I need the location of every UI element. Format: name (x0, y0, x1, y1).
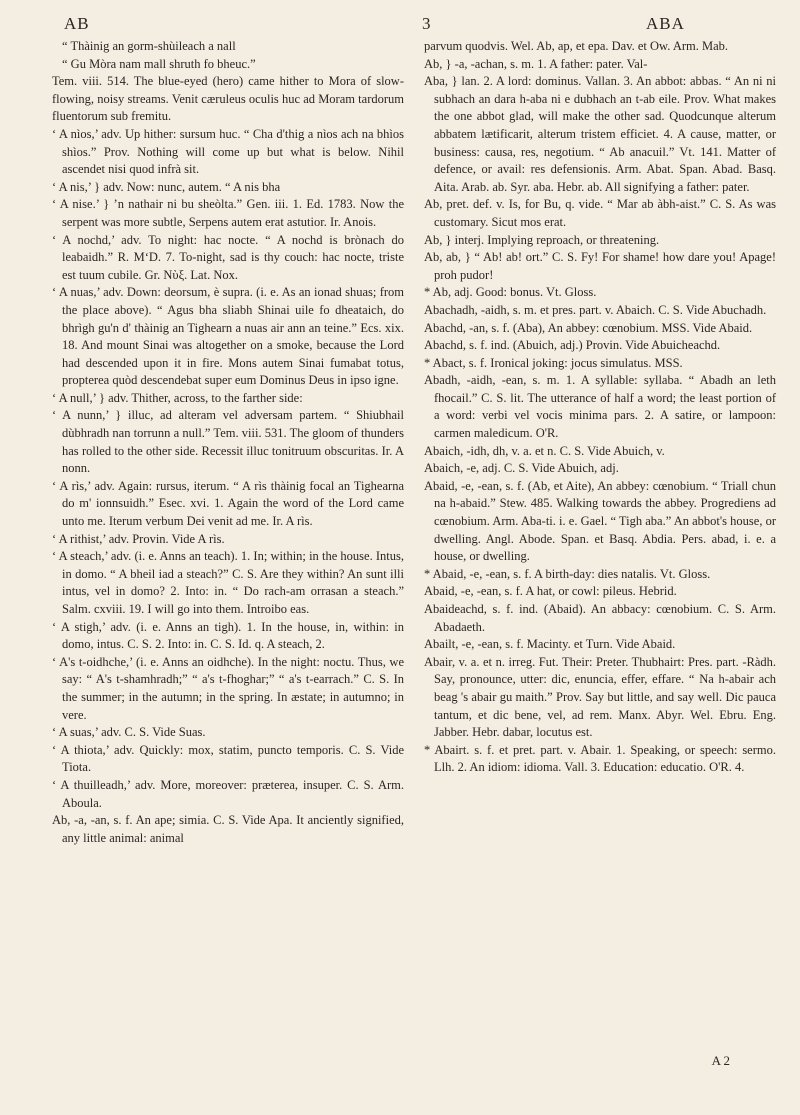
dictionary-entry: Abair, v. a. et n. irreg. Fut. Their: Preter. Thubhairt: Pres. part. -Ràdh. Say, pronounce, utter: dic, enuncia, effer, effare. “ Na h-abair ach beag 's abair gu maith.” Prov. Say but little, and say well. Dic pauca tantum, et dic bene, vel, ad rem. Manx. Abyr. Wel. Ebru. Eng. Jabber. Hebr. dabar, locutus est. (424, 654, 776, 740)
header-left: AB (64, 14, 90, 33)
dictionary-entry: ‘ A rithist,’ adv. Provin. Vide A rìs. (52, 531, 225, 546)
running-header (52, 10, 778, 38)
dictionary-entry: Tem. viii. 514. The blue-eyed (hero) came hither to Mora of slow-flowing, noisy streams. Venit cæruleus oculis huc ad Moram tardorum fluentorum sub fremitu. (52, 74, 404, 124)
dictionary-entry: Ab, } -a, -achan, s. m. 1. A father: pater. Val- (424, 56, 648, 71)
header-right: ABA (646, 14, 685, 33)
dictionary-entry: * Abaid, -e, -ean, s. f. A birth-day: dies natalis. Vt. Gloss. (424, 566, 711, 581)
dictionary-entry: ‘ A rìs,’ adv. Again: rursus, iterum. “ A rìs thàinig focal an Tighearna do m' ionnsuidh.” Esec. xvi. 1. Again the word of the Lord came unto me. Iterum verbum Dei venit ad me. Ir. A rìs. (52, 478, 404, 529)
dictionary-entry: parvum quodvis. Wel. Ab, ap, et epa. Dav. et Ow. Arm. Mab. (424, 39, 729, 53)
dictionary-entry: Abaich, -e, adj. C. S. Vide Abuich, adj. (424, 461, 619, 476)
dictionary-entry: ‘ A steach,’ adv. (i. e. Anns an teach). 1. In; within; in the house. Intus, in domo. “ A bheil iad a steach?” C. S. Are they within? An sunt illi intus, vel in domo? 2. Into: in. “ Do rach-am orrasan a steach.” Salm. cxviii. 19. I will go into them. Introibo eas. (52, 549, 404, 616)
dictionary-entry: Abachd, -an, s. f. (Aba), An abbey: cœnobium. MSS. Vide Abaid. (424, 320, 753, 335)
dictionary-entry: ‘ A nis,’ } adv. Now: nunc, autem. “ A nis bha (52, 179, 281, 194)
dictionary-entry: Ab, -a, -an, s. f. An ape; simia. C. S. Vide Apa. It anciently signified, any little animal: animal (52, 813, 404, 845)
dictionary-entry: ‘ A's t-oidhche,’ (i. e. Anns an oidhche). In the night: noctu. Thus, we say: “ A's t-shamhradh;” “ a's t-fhoghar;” “ a's t-earrach.” C. S. In the summer; in the autumn; in the spring. In æstate; in autumno; in vere. (52, 654, 404, 722)
dictionary-entry: Abaid, -e, -ean, s. f. (Ab, et Aite), An abbey: cœnobium. “ Triall chun na h-abaid.” Stew. 485. Walking towards the abbey. Progrediens ad cœnobium. Arm. Aba-ti. i. e. Gael. “ Tigh aba.” An abbot's house, or dwelling. Angl. Abode. Span. et Basq. Abdia. Pers. abad, i. e. a house, or dwelling. (424, 478, 776, 564)
dictionary-entry: ‘ A thuilleadh,’ adv. More, moreover: præterea, insuper. C. S. Arm. Aboula. (52, 777, 404, 810)
page-number: 3 (422, 14, 432, 33)
dictionary-entry: ‘ A nuas,’ adv. Down: deorsum, è supra. (i. e. As an ionad shuas; from the place above). “ Agus bha sliabh Shinai uile fo dheataich, do bhrìgh gu'n d' thàinig an Tighearn a nuas air ann an teine.” Ecs. xix. 18. And mount Sinai was altogether on a smoke, because the Lord had descended upon it in fire. Mons autem Sinai fumabat totus, propterea quòd descendebat super eum Dominus Deus in ipso igne. (52, 285, 404, 388)
dictionary-entry: Ab, pret. def. v. Is, for Bu, q. vide. “ Mar ab àbh-aist.” C. S. As was customary. Sicut mos erat. (424, 197, 776, 229)
dictionary-entry: ‘ A stigh,’ adv. (i. e. Anns an tigh). 1. In the house, in, within: in domo, intus. C. S. 2. Into: in. C. S. Id. q. A steach, 2. (52, 619, 404, 652)
dictionary-entry: Ab, ab, } “ Ab! ab! ort.” C. S. Fy! For shame! how dare you! Apage! proh pudor! (424, 250, 776, 282)
left-column (52, 38, 404, 847)
dictionary-entry: ‘ A null,’ } adv. Thither, across, to the farther side: (52, 390, 303, 405)
dictionary-entry: Abailt, -e, -ean, s. f. Macinty. et Turn. Vide Abaid. (424, 637, 676, 652)
right-column (424, 38, 776, 847)
dictionary-entry: Abachadh, -aidh, s. m. et pres. part. v. Abaich. C. S. Vide Abuchadh. (424, 302, 767, 317)
dictionary-entry: Abachd, s. f. ind. (Abuich, adj.) Provin. Vide Abuicheachd. (424, 338, 721, 353)
dictionary-entry: Abaid, -e, -ean, s. f. A hat, or cowl: pileus. Hebrid. (424, 584, 677, 599)
two-column-body (52, 38, 778, 847)
dictionary-entry: * Ab, adj. Good: bonus. Vt. Gloss. (424, 285, 597, 300)
dictionary-entry: “ Thàinig an gorm-shùileach a nall (62, 39, 236, 53)
dictionary-entry: ‘ A suas,’ adv. C. S. Vide Suas. (52, 725, 206, 740)
dictionary-entry: Abadh, -aidh, -ean, s. m. 1. A syllable: syllaba. “ Abadh an leth fhocail.” C. S. lit. The utterance of half a word; the least portion of a word: verbi vel vocis minima pars. 2. A satire, or lampoon: carmen maledicum. O'R. (424, 373, 776, 441)
dictionary-entry: * Abairt. s. f. et pret. part. v. Abair. 1. Speaking, or speech: sermo. Llh. 2. An idiom: idioma. Vall. 3. Education: educatio. O'R. 4. (424, 742, 776, 775)
dictionary-entry: ‘ A nunn,’ } illuc, ad alteram vel adversam partem. “ Shiubhail dùbhradh nan torrunn a null.” Tem. viii. 531. The gloom of thunders has rolled to the other side. Recessit illuc tonitruum obscuritas. Ir. A nonn. (52, 408, 404, 476)
dictionary-entry: ‘ A nise.’ } ’n nathair ni bu sheòlta.” Gen. iii. 1. Ed. 1783. Now the serpent was more subtle, Serpens autem erat astutior. Ir. Anois. (52, 197, 404, 229)
dictionary-entry: Abaideachd, s. f. ind. (Abaid). An abbacy: cœnobium. C. S. Arm. Abadaeth. (424, 602, 776, 634)
signature-mark: A 2 (711, 1053, 730, 1068)
dictionary-entry: ‘ A nìos,’ adv. Up hither: sursum huc. “ Cha d'thig a nìos ach na bhìos shìos.” Prov. Nothing will come up but what is below. Nihil ascendet nisi quod infrà sit. (52, 126, 404, 177)
dictionary-entry: “ Gu Mòra nam mall shruth fo bheuc.” (62, 56, 256, 71)
dictionary-entry: ‘ A nochd,’ adv. To night: hac nocte. “ A nochd is brònach do leabaidh.” R. M‘D. 7. To-night, sad is thy couch: hac nocte, triste est tuum cubile. Gr. Νὺξ. Lat. Nox. (52, 232, 404, 282)
dictionary-entry: Ab, } interj. Implying reproach, or threatening. (424, 232, 660, 247)
dictionary-entry: Aba, } lan. 2. A lord: dominus. Vallan. 3. An abbot: abbas. “ An ni ni subhach an dara h-aba ni e dubhach an t-ab eile. Prov. What makes the one abbot glad, will make the other sad. Quodcunque alterum abbatem lætificarit, alterum tristem efficiet. 4. A cause, matter, or business: causa, res, negotium. “ Ab anacuil.” Vt. 141. Matter of defence, or avail: res defensionis. Arm. Abat. Span. Abad. Basq. Aita. Arab. ab. Syr. aba. Hebr. ab. All signifying a father: pater. (424, 74, 776, 194)
dictionary-entry: * Abact, s. f. Ironical joking: jocus simulatus. MSS. (424, 355, 683, 370)
dictionary-entry: ‘ A thiota,’ adv. Quickly: mox, statim, puncto temporis. C. S. Vide Tiota. (52, 742, 404, 775)
dictionary-entry: Abaich, -idh, dh, v. a. et n. C. S. Vide Abuich, v. (424, 443, 665, 458)
